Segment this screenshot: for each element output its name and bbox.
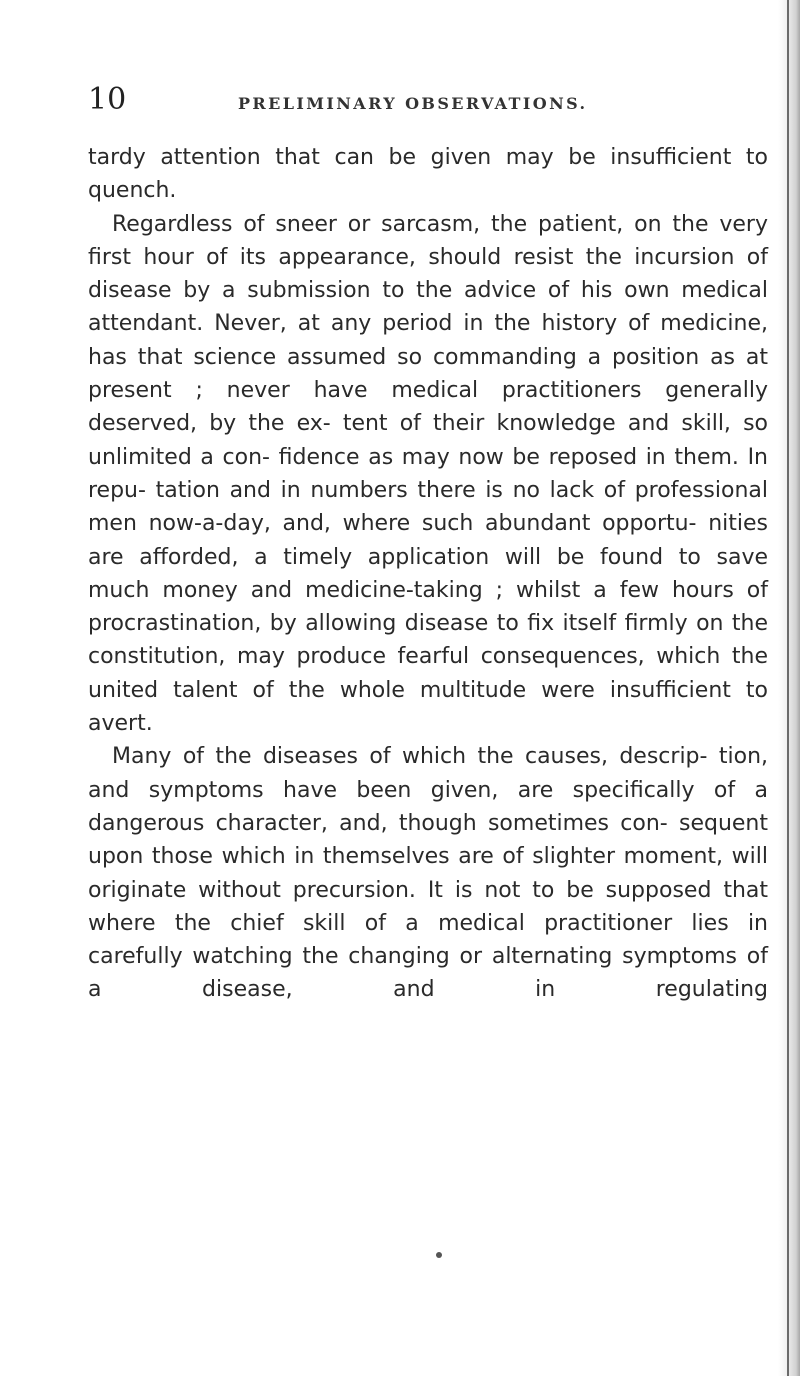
paragraph-many-diseases: Many of the diseases of which the causes, descrip- tion, and symptoms have been given, are specifically of a dangerous character, and, though sometimes con- sequent upon those which in themselves are of slighter moment, will originate without precursion. It is not to be supposed that where the chief skill of a medical practitioner lies in carefully watching the changing or alternating symptoms of a disease, and in regulating	[88, 744, 768, 1003]
paragraph-regardless: Regardless of sneer or sarcasm, the patient, on the very first hour of its appearance, should resist the incursion of disease by a submission to the advice of his own medical attendant. Never, at any period in the history of medicine, has that science assumed so commanding a position as at present ; never have medical practitioners generally deserved, by the ex- tent of their knowledge and skill, so unlimited a con- fidence as may now be reposed in them. In repu- tation and in numbers there is no lack of professional men now-a-day, and, where such abundant opportu- nities are afforded, a timely application will be found to save much money and medicine-taking ; whilst a few hours of procrastination, by allowing disease to fix itself firmly on the constitution, may produce fearful consequences, which the united talent of the whole multitude were insufficient to avert.	[88, 211, 768, 737]
page-header	[88, 80, 768, 120]
page-number: 10	[88, 82, 127, 117]
page-edge-shadow	[778, 0, 800, 1376]
running-head: PRELIMINARY OBSERVATIONS.	[238, 94, 588, 113]
paragraph-continuation: tardy attention that can be given may be insufficient to quench.	[88, 145, 768, 204]
ink-speck	[436, 1252, 442, 1258]
body-text	[88, 141, 768, 1007]
